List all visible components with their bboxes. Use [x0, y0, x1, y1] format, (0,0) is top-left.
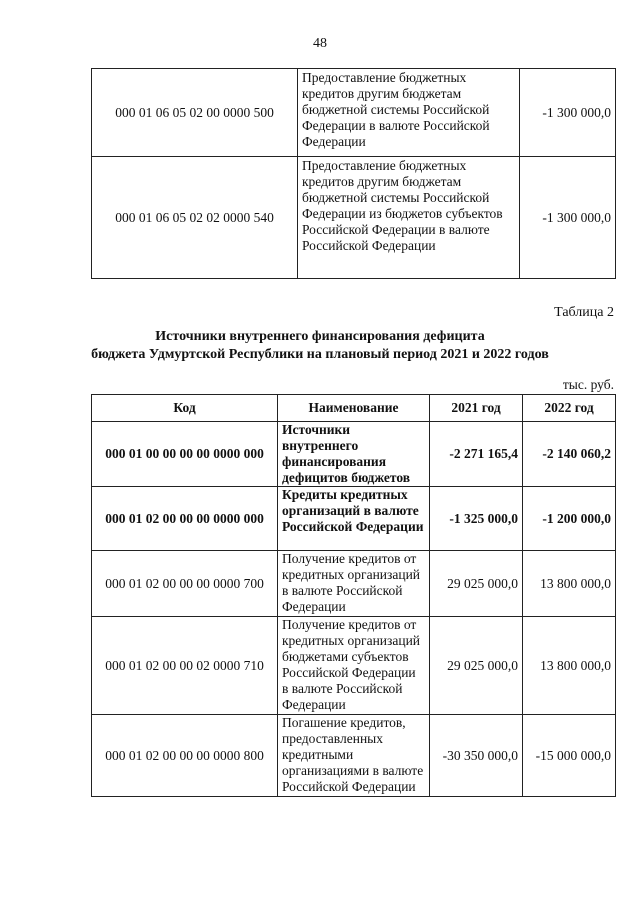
table-label: Таблица 2 [554, 305, 614, 320]
amount-2022-cell: -1 200 000,0 [523, 487, 616, 551]
budget-code-cell: 000 01 06 05 02 02 0000 540 [92, 157, 298, 279]
table-row [92, 715, 616, 797]
table-row [92, 157, 616, 279]
item-name-cell: Погашение кредитов, предоставленных кредитными организациями в валюте Российской Федерации [278, 715, 430, 797]
budget-code-cell: 000 01 02 00 00 00 0000 700 [92, 551, 278, 617]
item-name-cell: Предоставление бюджетных кредитов другим бюджетам бюджетной системы Российской Федерации в валюте Российской Федерации [298, 69, 520, 157]
amount-2021-cell: -2 271 165,4 [430, 422, 523, 487]
continued-sources-table [91, 68, 616, 279]
amount-2022-cell: 13 800 000,0 [523, 551, 616, 617]
heading-line-2: бюджета Удмуртской Республики на плановый период 2021 и 2022 годов [91, 347, 549, 362]
domestic-financing-table [91, 394, 616, 797]
amount-2022-cell: -15 000 000,0 [523, 715, 616, 797]
header-name: Наименование [278, 395, 430, 422]
amount-2021-cell: 29 025 000,0 [430, 617, 523, 715]
table-row [92, 617, 616, 715]
budget-code-cell: 000 01 02 00 00 00 0000 800 [92, 715, 278, 797]
header-2022: 2022 год [523, 395, 616, 422]
table-row [92, 422, 616, 487]
table-row [92, 69, 616, 157]
page-number: 48 [313, 36, 327, 51]
table-heading [0, 328, 640, 364]
item-name-cell: Предоставление бюджетных кредитов другим бюджетам бюджетной системы Российской Федерации из бюджетов субъектов Российской Федерации в валюте Российской Федерации [298, 157, 520, 279]
amount-cell: -1 300 000,0 [520, 157, 616, 279]
amount-2022-cell: -2 140 060,2 [523, 422, 616, 487]
budget-code-cell: 000 01 02 00 00 00 0000 000 [92, 487, 278, 551]
amount-2021-cell: 29 025 000,0 [430, 551, 523, 617]
item-name-cell: Источники внутреннего финансирования дефицитов бюджетов [278, 422, 430, 487]
header-row [92, 395, 616, 422]
budget-code-cell: 000 01 02 00 00 02 0000 710 [92, 617, 278, 715]
item-name-cell: Получение кредитов от кредитных организаций бюджетами субъектов Российской Федерации в валюте Российской Федерации [278, 617, 430, 715]
budget-code-cell: 000 01 00 00 00 00 0000 000 [92, 422, 278, 487]
amount-2022-cell: 13 800 000,0 [523, 617, 616, 715]
amount-2021-cell: -30 350 000,0 [430, 715, 523, 797]
units-label: тыс. руб. [562, 377, 614, 392]
item-name-cell: Кредиты кредитных организаций в валюте Российской Федерации [278, 487, 430, 551]
amount-cell: -1 300 000,0 [520, 69, 616, 157]
budget-code-cell: 000 01 06 05 02 00 0000 500 [92, 69, 298, 157]
heading-line-1: Источники внутреннего финансирования дефицита [155, 329, 485, 344]
table-row [92, 551, 616, 617]
table-row [92, 487, 616, 551]
header-2021: 2021 год [430, 395, 523, 422]
amount-2021-cell: -1 325 000,0 [430, 487, 523, 551]
header-code: Код [92, 395, 278, 422]
item-name-cell: Получение кредитов от кредитных организаций в валюте Российской Федерации [278, 551, 430, 617]
